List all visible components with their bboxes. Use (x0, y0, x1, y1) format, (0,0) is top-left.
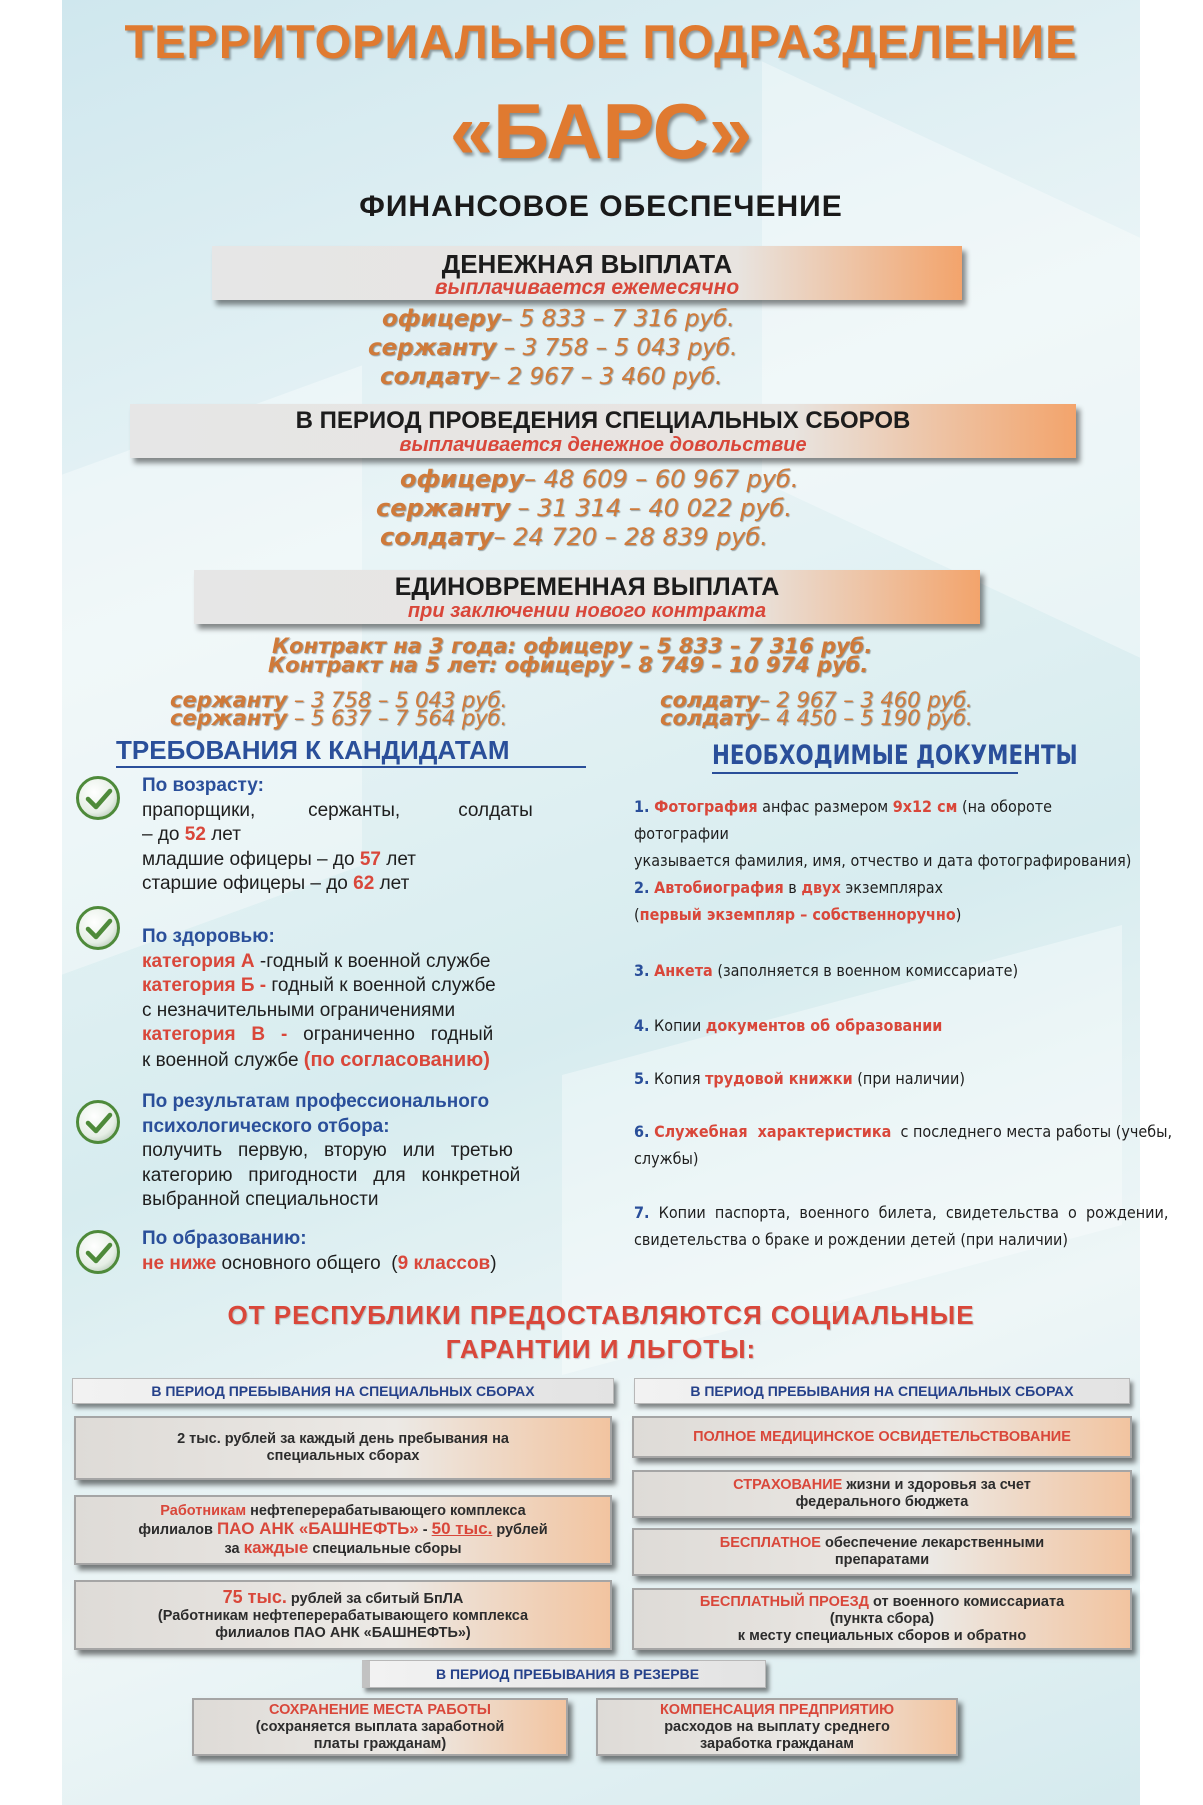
benefit-card: БЕСПЛАТНОЕ обеспечение лекарственными препаратами (632, 1528, 1132, 1576)
monthly-row: сержанту – 3 758 – 5 043 руб. (368, 335, 738, 361)
requirement-education: По образованию: не ниже основного общего (9 классов) (142, 1228, 497, 1274)
section-title-financial: ФИНАНСОВОЕ ОБЕСПЕЧЕНИЕ (359, 190, 843, 223)
training-heading: В ПЕРИОД ПРОВЕДЕНИЯ СПЕЦИАЛЬНЫХ СБОРОВ (295, 407, 911, 434)
right-column-header: В ПЕРИОД ПРЕБЫВАНИЯ НА СПЕЦИАЛЬНЫХ СБОРАХ (634, 1378, 1130, 1404)
contract5: Контракт на 5 лет: офицеру – 8 749 – 10 974 руб. (268, 653, 869, 677)
social-title-line1: ОТ РЕСПУБЛИКИ ПРЕДОСТАВЛЯЮТСЯ СОЦИАЛЬНЫЕ (227, 1300, 975, 1330)
monthly-row: офицеру– 5 833 – 7 316 руб. (382, 306, 735, 332)
check-icon (76, 906, 120, 950)
benefit-card: ПОЛНОЕ МЕДИЦИНСКОЕ ОСВИДЕТЕЛЬСТВОВАНИЕ (632, 1416, 1132, 1458)
document-item-7: 7. Копии паспорта, военного билета, свидетельства о рождении, свидетельства о браке и рождении детей (при наличии) (634, 1203, 1169, 1249)
documents-title: НЕОБХОДИМЫЕ ДОКУМЕНТЫ (712, 740, 1078, 771)
check-icon (76, 1230, 120, 1274)
left-column-header: В ПЕРИОД ПРЕБЫВАНИЯ НА СПЕЦИАЛЬНЫХ СБОРАХ (72, 1378, 614, 1404)
training-row: сержанту – 31 314 – 40 022 руб. (376, 494, 792, 522)
document-item-6: 6. Служебная характеристика с последнего места работы (учебы, службы) (634, 1122, 1173, 1168)
document-item-4: 4. Копии документов об образовании (634, 1016, 943, 1035)
benefit-card: 2 тыс. рублей за каждый день пребывания на специальных сборах (74, 1416, 612, 1480)
document-item-3: 3. Анкета (заполняется в военном комиссариате) (634, 961, 1019, 980)
monthly-row: солдату– 2 967 – 3 460 руб. (380, 364, 723, 390)
requirements-title: ТРЕБОВАНИЯ К КАНДИДАТАМ (116, 735, 510, 765)
sold5: солдату– 4 450 – 5 190 руб. (660, 706, 973, 730)
requirement-health: По здоровью: категория А -годный к военной службе категория Б - годный к военной службе с незначительными ограничениями категория В - ограниченно годный к военной службе (по согласованию) (142, 926, 496, 1071)
monthly-subheading: выплачивается ежемесячно (434, 276, 740, 299)
contract3: Контракт на 3 года: офицеру – 5 833 – 7 316 руб. (272, 634, 873, 658)
document-item-2: 2. Автобиография в двух экземплярах (первый экземпляр – собственноручно) (634, 878, 962, 924)
lumpsum-heading: ЕДИНОВРЕМЕННАЯ ВЫПЛАТА (394, 573, 780, 601)
serg3: сержанту – 3 758 – 5 043 руб. (170, 688, 508, 712)
poster (62, 0, 1173, 1805)
monthly-heading: ДЕНЕЖНАЯ ВЫПЛАТА (441, 249, 733, 279)
training-row: солдату– 24 720 – 28 839 руб. (380, 523, 768, 551)
benefit-card: КОМПЕНСАЦИЯ ПРЕДПРИЯТИЮ расходов на выплату среднего заработка гражданам (596, 1698, 958, 1756)
title-line2: «БАРС» (449, 87, 753, 175)
benefit-card: СТРАХОВАНИЕ жизни и здоровья за счет федерального бюджета (632, 1470, 1132, 1518)
requirement-age: По возрасту: прапорщики, сержанты, солдаты – до 52 лет младшие офицеры – до 57 лет старшие офицеры – до 62 лет (142, 775, 533, 894)
title-line1: ТЕРРИТОРИАЛЬНОЕ ПОДРАЗДЕЛЕНИЕ (124, 15, 1078, 68)
serg5: сержанту – 5 637 – 7 564 руб. (170, 706, 508, 730)
benefit-card: СОХРАНЕНИЕ МЕСТА РАБОТЫ (сохраняется выплата заработной платы гражданам) (192, 1698, 568, 1756)
check-icon (76, 1100, 120, 1144)
documents-underline (712, 772, 1018, 774)
requirements-underline (116, 766, 586, 768)
lumpsum-subheading: при заключении нового контракта (407, 600, 767, 622)
document-item-5: 5. Копия трудовой книжки (при наличии) (634, 1069, 965, 1088)
training-band (130, 404, 1076, 458)
check-icon (76, 776, 120, 820)
training-row: офицеру– 48 609 – 60 967 руб. (400, 465, 799, 493)
lumpsum-band (194, 570, 980, 624)
document-item-1: 1. Фотография анфас размером 9x12 см (на обороте фотографии указывается фамилия, имя, отчество и дата фотографирования) (634, 797, 1132, 870)
training-subheading: выплачивается денежное довольствие (399, 434, 807, 456)
social-title-line2: ГАРАНТИИ И ЛЬГОТЫ: (445, 1334, 757, 1364)
reserve-header: В ПЕРИОД ПРЕБЫВАНИЯ В РЕЗЕРВЕ (362, 1660, 766, 1688)
benefit-card: БЕСПЛАТНЫЙ ПРОЕЗД от военного комиссариата (пункта сбора) к месту специальных сборов и обратно (632, 1588, 1132, 1650)
monthly-band (212, 246, 962, 300)
sold3: солдату– 2 967 – 3 460 руб. (660, 688, 973, 712)
requirement-psychology: По результатам профессионального психологического отбора: получить первую, вторую или третью категорию пригодности для конкретной выбранной специальности (142, 1091, 521, 1210)
benefit-card: Работникам нефтеперерабатывающего комплекса филиалов ПАО АНК «БАШНЕФТЬ» - 50 тыс. рублей за каждые специальные сборы (74, 1495, 612, 1565)
benefit-card: 75 тыс. рублей за сбитый БпЛА (Работникам нефтеперерабатывающего комплекса филиалов ПАО АНК «БАШНЕФТЬ») (74, 1580, 612, 1650)
